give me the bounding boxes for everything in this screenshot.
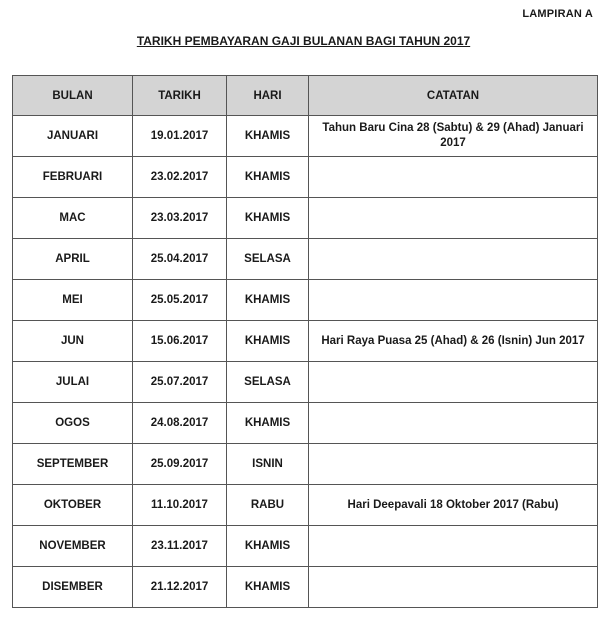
catatan-text: Hari Deepavali 18 Oktober 2017 (Rabu)	[347, 498, 559, 511]
table-row	[13, 198, 598, 239]
table-row	[13, 567, 598, 608]
column-header-hari: HARI	[227, 76, 309, 116]
cell-catatan	[309, 280, 598, 321]
cell-tarikh: 25.05.2017	[133, 280, 227, 321]
cell-tarikh: 25.09.2017	[133, 444, 227, 485]
cell-catatan	[309, 321, 598, 362]
cell-bulan: NOVEMBER	[13, 526, 133, 567]
cell-tarikh: 24.08.2017	[133, 403, 227, 444]
cell-bulan: APRIL	[13, 239, 133, 280]
table-header-row	[13, 76, 598, 116]
column-header-tarikh: TARIKH	[133, 76, 227, 116]
cell-hari: ISNIN	[227, 444, 309, 485]
table-row	[13, 280, 598, 321]
cell-catatan	[309, 444, 598, 485]
cell-catatan	[309, 116, 598, 157]
cell-bulan: JULAI	[13, 362, 133, 403]
cell-tarikh: 15.06.2017	[133, 321, 227, 362]
cell-tarikh: 21.12.2017	[133, 567, 227, 608]
cell-bulan: FEBRUARI	[13, 157, 133, 198]
column-header-catatan: CATATAN	[309, 76, 598, 116]
cell-tarikh: 19.01.2017	[133, 116, 227, 157]
cell-catatan	[309, 157, 598, 198]
cell-bulan: MAC	[13, 198, 133, 239]
cell-hari: KHAMIS	[227, 526, 309, 567]
table-row	[13, 362, 598, 403]
cell-catatan	[309, 567, 598, 608]
cell-hari: KHAMIS	[227, 567, 309, 608]
cell-hari: KHAMIS	[227, 280, 309, 321]
cell-catatan	[309, 526, 598, 567]
table-row	[13, 485, 598, 526]
appendix-label: LAMPIRAN A	[522, 8, 593, 20]
cell-bulan: SEPTEMBER	[13, 444, 133, 485]
table-row	[13, 239, 598, 280]
cell-hari: RABU	[227, 485, 309, 526]
table-row	[13, 157, 598, 198]
cell-hari: KHAMIS	[227, 403, 309, 444]
cell-hari: KHAMIS	[227, 116, 309, 157]
table-row	[13, 321, 598, 362]
cell-tarikh: 23.11.2017	[133, 526, 227, 567]
cell-tarikh: 23.02.2017	[133, 157, 227, 198]
cell-hari: SELASA	[227, 362, 309, 403]
cell-bulan: DISEMBER	[13, 567, 133, 608]
cell-catatan	[309, 485, 598, 526]
table-row	[13, 526, 598, 567]
cell-hari: KHAMIS	[227, 321, 309, 362]
cell-tarikh: 25.04.2017	[133, 239, 227, 280]
table-row	[13, 116, 598, 157]
cell-tarikh: 11.10.2017	[133, 485, 227, 526]
cell-catatan	[309, 239, 598, 280]
cell-bulan: MEI	[13, 280, 133, 321]
cell-catatan	[309, 403, 598, 444]
cell-catatan	[309, 362, 598, 403]
cell-hari: KHAMIS	[227, 198, 309, 239]
cell-bulan: JANUARI	[13, 116, 133, 157]
cell-tarikh: 23.03.2017	[133, 198, 227, 239]
cell-hari: SELASA	[227, 239, 309, 280]
cell-bulan: JUN	[13, 321, 133, 362]
table-row	[13, 444, 598, 485]
document-title: TARIKH PEMBAYARAN GAJI BULANAN BAGI TAHUN 2017	[136, 34, 471, 48]
table-row	[13, 403, 598, 444]
cell-bulan: OKTOBER	[13, 485, 133, 526]
cell-bulan: OGOS	[13, 403, 133, 444]
cell-hari: KHAMIS	[227, 157, 309, 198]
catatan-text: Tahun Baru Cina 28 (Sabtu) & 29 (Ahad) Januari 2017	[322, 122, 584, 149]
catatan-text: Hari Raya Puasa 25 (Ahad) & 26 (Isnin) Jun 2017	[321, 334, 585, 347]
column-header-bulan: BULAN	[13, 76, 133, 116]
salary-payment-table	[12, 75, 598, 608]
cell-catatan	[309, 198, 598, 239]
cell-tarikh: 25.07.2017	[133, 362, 227, 403]
